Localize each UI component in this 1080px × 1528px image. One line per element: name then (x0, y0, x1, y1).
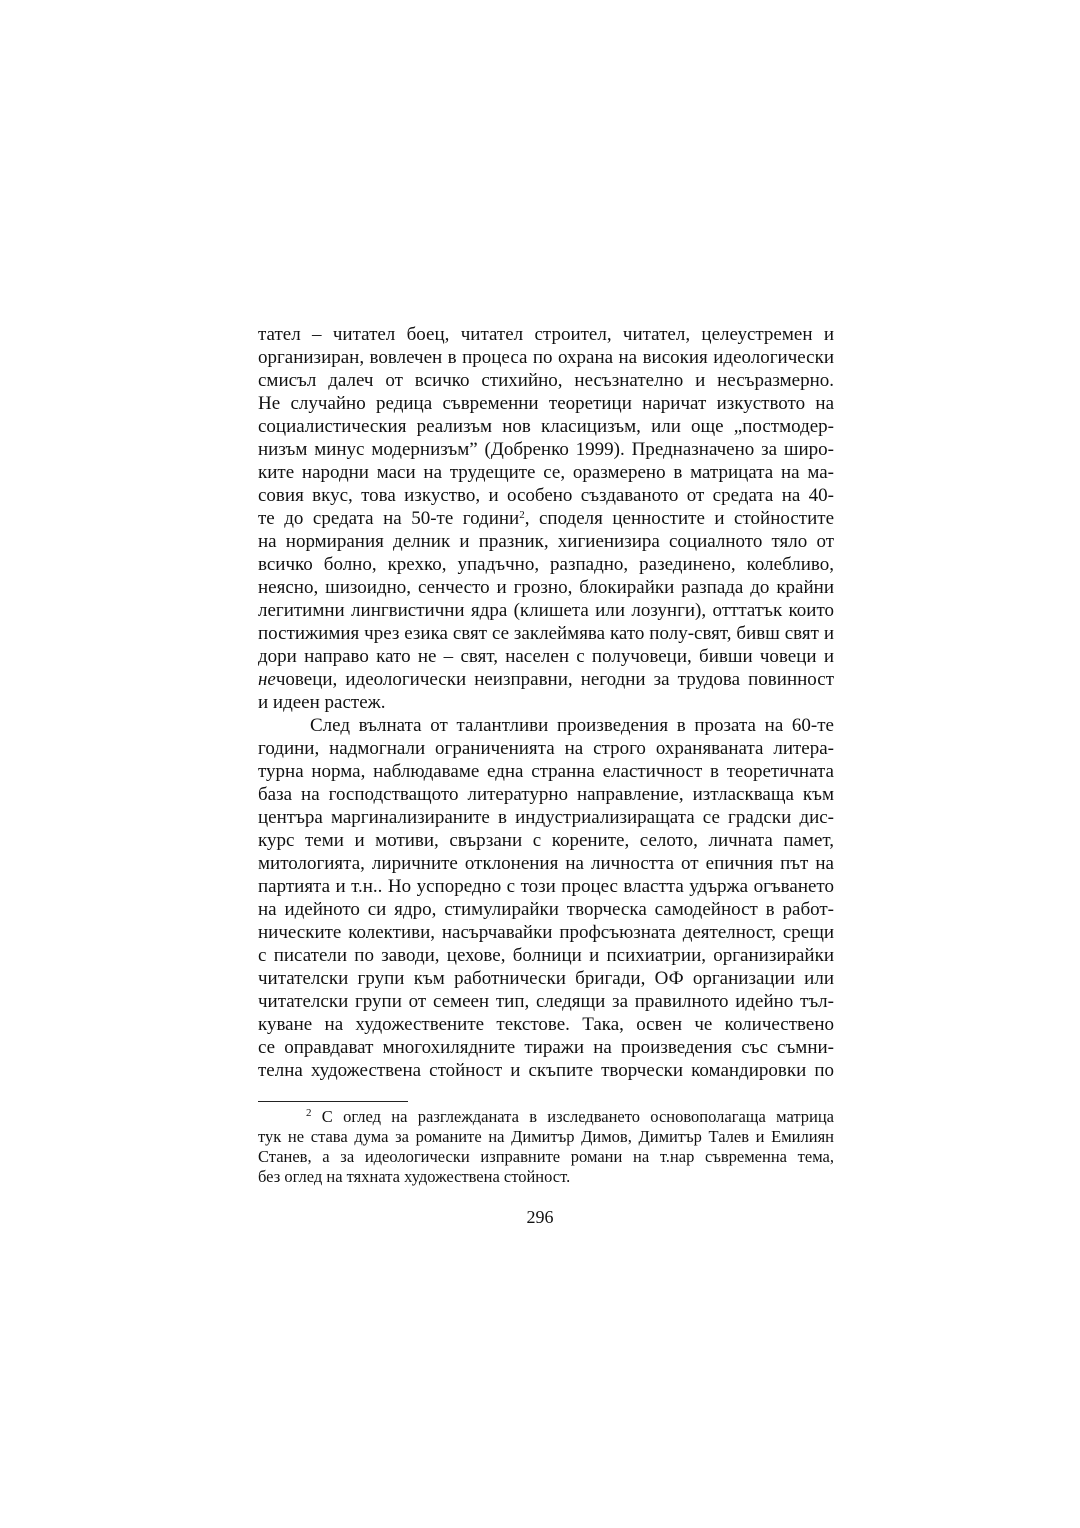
body-line: телна художествена стойност и скъпите творчески командировки по (258, 1060, 834, 1081)
body-line: организиран, вовлечен в процеса по охрана на високия идеологически (258, 347, 834, 368)
body-line-rest: човеци, идеологически неизправни, негодни за трудова повинност (275, 669, 834, 690)
body-line: центъра маргинализираните в индустриализиращата се градски дис- (258, 807, 834, 828)
body-line: читателски групи от семеен тип, следящи за правилното идейно тъл- (258, 991, 834, 1012)
body-line: курс теми и мотиви, свързани с корените, селото, личната памет, (258, 830, 834, 851)
body-line-with-footnote-ref (258, 507, 834, 530)
body-line: Не случайно редица съвременни теоретици наричат изкуството на (258, 393, 834, 414)
body-line: постижимия чрез езика свят се заклеймява като полу-свят, бивш свят и (258, 623, 834, 644)
footnote-ref: 2 (519, 509, 525, 521)
footnote (258, 1107, 834, 1187)
body-line: ническите колективи, насърчавайки профсъюзната деятелност, срещи (258, 922, 834, 943)
body-line: социалистическия реализъм нов класицизъм, или още „постмодер- (258, 416, 834, 437)
body-line-paragraph-start: След вълната от талантливи произведения в прозата на 60-те (310, 715, 834, 736)
body-line: с писатели по заводи, цехове, болници и психиатрии, организирайки (258, 945, 834, 966)
body-line: совия вкус, това изкуство, и особено създаваното от средата на 40- (258, 485, 834, 506)
body-text (258, 323, 834, 1082)
body-line-head: те до средата на 50-те години (258, 508, 520, 529)
footnote-divider (258, 1101, 408, 1102)
body-line: на идейното си ядро, стимулирайки творческа самодейност в работ- (258, 899, 834, 920)
body-line: митологията, лиричните отклонения на личността от епичния път на (258, 853, 834, 874)
body-line: куване на художествените текстове. Така, освен че количествено (258, 1014, 834, 1035)
body-line: всичко болно, крехко, упадъчно, разпадно, разединено, колебливо, (258, 554, 834, 575)
footnote-line (258, 1107, 834, 1127)
body-line: партията и т.н.. Но успоредно с този процес властта удържа огъването (258, 876, 834, 897)
body-line: тател – читател боец, читател строител, читател, целеустремен и (258, 324, 834, 345)
footnote-line: Станев, а за идеологически изправните романи на т.нар съвременна тема, (258, 1147, 834, 1166)
body-line: база на господстващото литературно направление, изтласкваща към (258, 784, 834, 805)
body-line: читателски групи към работнически бригади, ОФ организации или (258, 968, 834, 989)
body-line: и идеен растеж. (258, 692, 386, 713)
italic-prefix: не (258, 669, 276, 690)
body-line: дори направо като не – свят, населен с получовеци, бивши човеци и (258, 646, 834, 667)
footnote-line: тук не става дума за романите на Димитър Димов, Димитър Талев и Емилиян (258, 1127, 834, 1146)
body-line: на нормирания делник и празник, хигиенизира социалното тяло от (258, 531, 834, 552)
body-line: неясно, шизоидно, сенчесто и грозно, блокирайки разпада до крайни (258, 577, 834, 598)
body-line: смисъл далеч от всичко стихийно, несъзнателно и несъразмерно. (258, 370, 834, 391)
footnote-line: без оглед на тяхната художествена стойност. (258, 1167, 571, 1186)
body-line: години, надмогнали ограниченията на строго охраняваната литера- (258, 738, 834, 759)
footnote-text: С оглед на разглежданата в изследването основополагаща матрица (311, 1107, 834, 1126)
page-number: 296 (526, 1207, 554, 1227)
body-line-tail: , споделя ценностите и стойностите (524, 508, 834, 529)
body-line: низъм минус модернизъм” (Добренко 1999). Предназначено за широ- (258, 439, 834, 460)
body-line: легитимни лингвистични ядра (клишета или лозунги), отттатък които (258, 600, 834, 621)
body-line: се оправдават многохилядните тиражи на произведения със съмни- (258, 1037, 834, 1058)
body-line-with-italic (258, 668, 834, 691)
body-line: турна норма, наблюдаваме една странна еластичност в теоретичната (258, 761, 834, 782)
footnote-number: 2 (306, 1107, 312, 1119)
body-line: ките народни маси на трудещите се, оразмерено в матрицата на ма- (258, 462, 834, 483)
